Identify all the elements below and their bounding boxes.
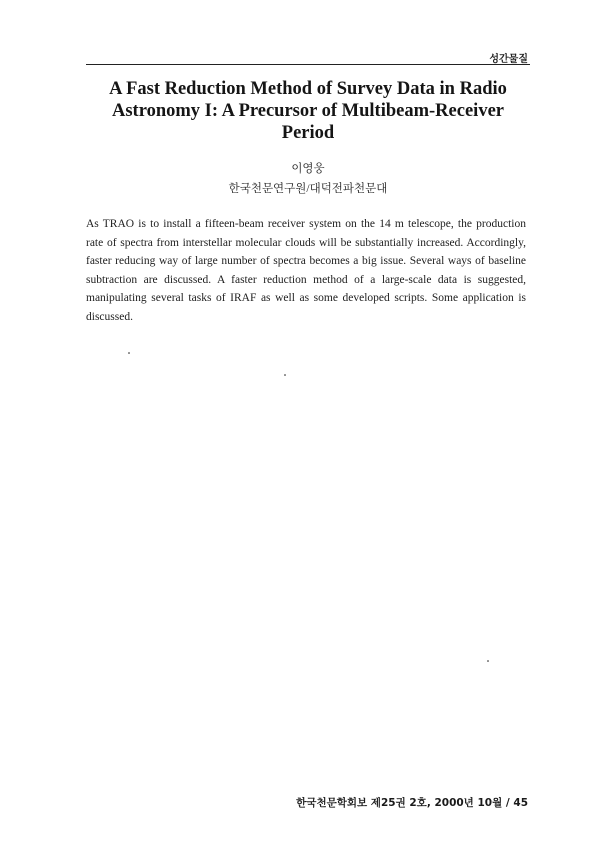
header-rule [86, 64, 530, 65]
title-line-2: Astronomy I: A Precursor of Multibeam-Receiver [111, 101, 504, 121]
title-line-1: A Fast Reduction Method of Survey Data in Radio [109, 79, 507, 99]
section-tag: 성간물질 [489, 54, 528, 65]
scan-speck [487, 660, 489, 662]
scan-speck [284, 374, 286, 376]
paper-title [86, 78, 530, 144]
abstract-text: As TRAO is to install a fifteen-beam receiver system on the 14 m telescope, the production rate of spectra from interstellar molecular clouds will be substantially increased. Accordingly, faster reducing way of large number of spectra becomes a big issue. Several ways of baseline subtraction are discussed. A faster reduction method of a large-scale data is suggested, manipulating several tasks of IRAF as well as some developed scripts. Some application is discussed. [86, 218, 526, 323]
author-affiliation: 한국천문연구원/대덕전파천문대 [228, 183, 388, 195]
author-name: 이영웅 [291, 163, 325, 175]
scan-speck [128, 352, 130, 354]
title-line-3: Period [281, 123, 335, 143]
page-footer-citation: 한국천문학회보 제25권 2호, 2000년 10월 / 45 [296, 797, 528, 809]
